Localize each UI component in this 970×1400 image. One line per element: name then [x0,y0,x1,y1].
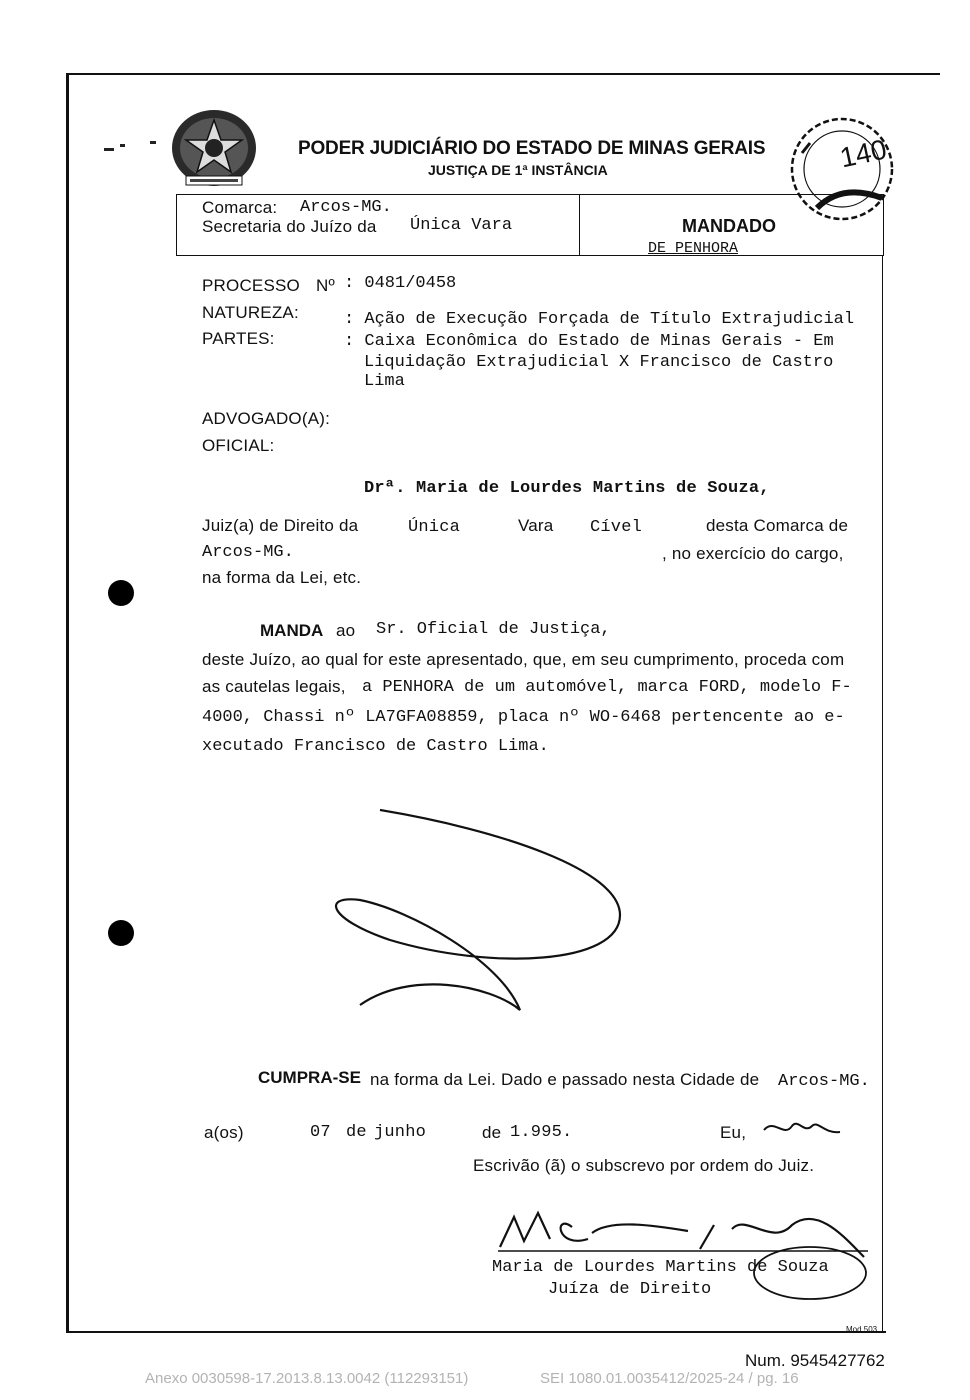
secretaria-label: Secretaria do Juízo da [202,217,377,236]
manda-label: MANDA [260,621,324,640]
info-box-divider [579,194,580,256]
processo-number: : 0481/0458 [344,274,457,293]
partes-line-1: : Caixa Econômica do Estado de Minas Gerais - Em [344,332,834,351]
punch-hole-bottom [108,920,134,946]
judge-signature-name: Maria de Lourdes Martins de Souza [492,1258,829,1277]
comarca-label: Comarca: [202,198,278,217]
date-prefix: a(os) [204,1123,244,1142]
cumpra-city: Arcos-MG. [778,1072,870,1091]
anexo-reference: Anexo 0030598-17.2013.8.13.0042 (112293151) [145,1370,469,1387]
form-code: Mod 503 [846,1325,878,1334]
comarca-text: desta Comarca de [706,516,849,535]
oficial-justica: Sr. Oficial de Justiça, [376,620,611,639]
date-de-2: de [482,1123,502,1142]
document-number: Num. 9545427762 [745,1351,885,1370]
scan-speck [120,144,125,147]
punch-hole-top [108,580,134,606]
scan-speck [150,141,156,144]
partes-label: PARTES: [202,329,275,348]
exercicio-text: , no exercício do cargo, [662,544,844,563]
stamp-number: 140 [837,133,890,174]
judge-name: Drª. Maria de Lourdes Martins de Souza, [364,479,770,498]
judge-role: Juíza de Direito [548,1280,712,1299]
date-year: 1.995. [510,1123,573,1142]
document-subtype: DE PENHORA [648,240,739,257]
partes-line-2: Liquidação Extrajudicial X Francisco de Castro [364,353,834,372]
clerk-signature [760,1112,844,1142]
frame-bottom-border [66,1331,886,1333]
sei-reference: SEI 1080.01.0035412/2025-24 / pg. 16 [540,1370,799,1387]
frame-right-border [882,255,883,1331]
cancellation-flourish [320,800,640,1040]
cumpra-label: CUMPRA-SE [258,1068,361,1087]
escrivao-text: Escrivão (ã) o subscrevo por ordem do Juiz. [473,1156,815,1175]
date-day: 07 [310,1123,331,1142]
order-line-3: 4000, Chassi nº LA7GFA08859, placa nº WO-6468 pertencente ao e- [202,708,845,727]
eu-text: Eu, [720,1123,747,1142]
scan-speck [104,148,114,151]
secretaria-value: Única Vara [410,216,513,235]
court-subtitle: JUSTIÇA DE 1ª INSTÂNCIA [428,162,608,178]
frame-top-border [66,73,940,75]
partes-line-3: Lima [364,372,405,391]
natureza-label: NATUREZA: [202,303,299,322]
order-line-2b: a PENHORA de um automóvel, marca FORD, modelo F- [362,678,852,697]
date-de-1: de [346,1123,367,1142]
coat-of-arms-icon [168,106,260,190]
processo-label: PROCESSO [202,276,300,295]
order-line-2a: as cautelas legais, [202,677,346,696]
vara-type: Cível [590,518,643,537]
manda-ao: ao [336,621,356,640]
cumpra-text: na forma da Lei. Dado e passado nesta Cidade de [370,1070,760,1089]
natureza-value: : Ação de Execução Forçada de Título Extrajudicial [344,310,855,329]
comarca-city: Arcos-MG. [202,543,294,562]
vara-label: Vara [518,516,554,535]
numero-label: Nº [316,276,335,295]
date-month: junho [374,1123,427,1142]
document-type: MANDADO [682,216,776,236]
comarca-value: Arcos-MG. [300,198,392,217]
oficial-label: OFICIAL: [202,436,275,455]
vara-primary: Única [408,518,461,537]
juiz-label: Juiz(a) de Direito da [202,516,359,535]
frame-left-border [66,73,69,1333]
order-line-1: deste Juízo, ao qual for este apresentado, que, em seu cumprimento, proceda com [202,650,845,669]
advogado-label: ADVOGADO(A): [202,409,331,428]
court-title: PODER JUDICIÁRIO DO ESTADO DE MINAS GERAIS [298,138,766,159]
forma-text: na forma da Lei, etc. [202,568,362,587]
order-line-4: xecutado Francisco de Castro Lima. [202,737,549,756]
